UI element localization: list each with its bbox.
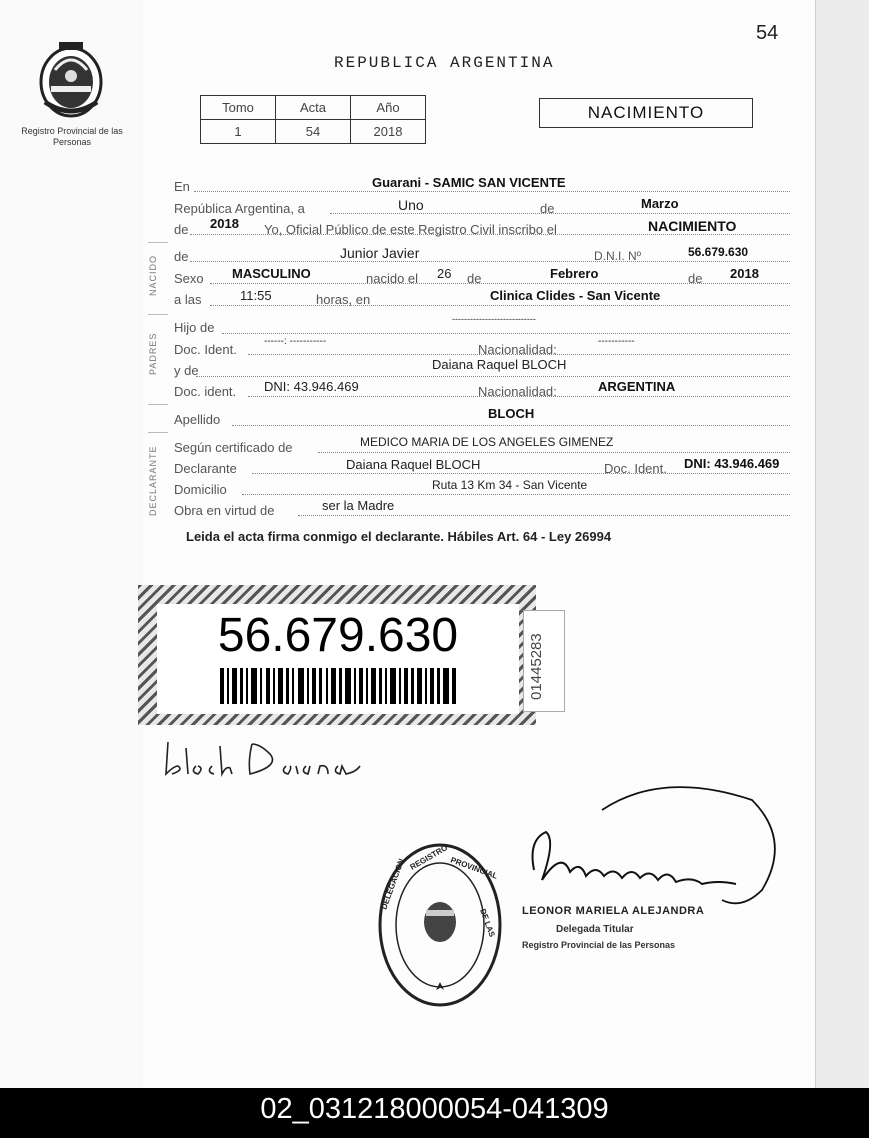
svg-text:REGISTRO: REGISTRO — [408, 843, 450, 872]
label-nacido-el: nacido el — [366, 271, 419, 286]
dotted-line — [196, 376, 790, 377]
value-nac-dia: 26 — [437, 266, 452, 281]
dotted-line — [210, 283, 790, 284]
value-dia-letras: Uno — [398, 197, 424, 213]
barcode-icon — [220, 668, 456, 704]
section-divider — [148, 314, 168, 315]
label-en: En — [174, 179, 190, 194]
value-lugar — [372, 175, 566, 190]
label-apellido: Apellido — [174, 412, 221, 427]
label-a-las: a las — [174, 292, 202, 307]
official-signature — [522, 780, 782, 920]
dotted-line — [298, 515, 790, 516]
dotted-line — [242, 494, 790, 495]
label-domicilio: Domicilio — [174, 482, 227, 497]
value-padre-nacionalidad: ----------- — [598, 336, 635, 347]
label-y-de: y de — [174, 363, 199, 378]
registry-caption: Registro Provincial de las Personas — [21, 126, 123, 147]
value-madre-doc: DNI: 43.946.469 — [264, 379, 359, 394]
acta-value: 54 — [276, 120, 351, 144]
label-de-3: de — [174, 249, 189, 264]
value-padre-nombre: ---------------------------- — [452, 314, 536, 324]
record-type-box: NACIMIENTO — [539, 98, 753, 128]
value-lugar-nacimiento: Clinica Clides - San Vicente — [490, 288, 661, 303]
label-republica: República Argentina, a — [174, 201, 305, 216]
left-margin — [0, 0, 144, 1088]
acta-header: Acta — [276, 96, 351, 120]
value-certificado: MEDICO MARIA DE LOS ANGELES GIMENEZ — [360, 435, 614, 449]
value-apellido: BLOCH — [488, 406, 535, 421]
label-nacionalidad-padre: Nacionalidad: — [478, 342, 557, 357]
official-stamp — [376, 840, 504, 1010]
label-yo-oficial: Yo, Oficial Público de este Registro Civil inscribo el — [264, 222, 557, 237]
label-de-4: de — [467, 271, 482, 286]
section-divider — [148, 242, 168, 243]
sticker-number: 56.679.630 — [217, 609, 459, 662]
dotted-line — [318, 452, 790, 453]
label-dni: D.N.I. Nº — [594, 249, 642, 263]
label-de-5: de — [688, 271, 703, 286]
value-mes: Marzo — [641, 196, 679, 211]
tomo-header: Tomo — [201, 96, 276, 120]
value-nac-mes: Febrero — [550, 266, 599, 281]
dotted-line — [194, 191, 790, 192]
tomo-acta-table — [200, 95, 426, 144]
lugar-text: Guarani - SAMIC SAN VICENTE — [372, 175, 566, 190]
label-declarante: Declarante — [174, 461, 237, 476]
label-de-1: de — [540, 201, 555, 216]
crest-icon — [35, 40, 107, 120]
value-sexo: MASCULINO — [232, 266, 311, 281]
section-divider — [148, 404, 168, 405]
side-label-padres: PADRES — [148, 332, 158, 375]
value-nombre: Junior Javier — [340, 245, 420, 261]
anio-value: 2018 — [351, 120, 426, 144]
value-virtud: ser la Madre — [322, 498, 395, 513]
label-segun-certificado: Según certificado de — [174, 440, 293, 455]
svg-text:PROVINCIAL: PROVINCIAL — [449, 855, 499, 881]
official-title: Delegada Titular — [556, 924, 634, 935]
closing-statement: Leida el acta firma conmigo el declarante. Hábiles Art. 64 - Ley 26994 — [186, 529, 612, 544]
value-tipo-inscripcion: NACIMIENTO — [648, 218, 737, 234]
value-anio: 2018 — [210, 216, 239, 231]
label-hijo-de: Hijo de — [174, 320, 215, 335]
official-name: LEONOR MARIELA ALEJANDRA — [522, 905, 705, 917]
dotted-line — [232, 425, 790, 426]
sticker-serial: 01445283 — [528, 633, 545, 700]
value-declarante-doc: DNI: 43.946.469 — [684, 456, 780, 471]
side-label-nacido: NACIDO — [148, 254, 158, 296]
label-doc-ident-madre: Doc. ident. — [174, 384, 237, 399]
tomo-value: 1 — [201, 120, 276, 144]
page-title: REPUBLICA ARGENTINA — [334, 54, 555, 72]
svg-text:DE LAS: DE LAS — [478, 907, 497, 939]
dotted-line — [210, 305, 790, 306]
value-padre-doc: ------: ----------- — [264, 336, 327, 347]
anio-header: Año — [351, 96, 426, 120]
dotted-line — [190, 261, 790, 262]
label-nacionalidad-madre: Nacionalidad: — [478, 384, 557, 399]
side-label-declarante: DECLARANTE — [148, 445, 158, 516]
page-number: 54 — [756, 22, 779, 44]
value-domicilio: Ruta 13 Km 34 - San Vicente — [432, 478, 588, 492]
value-madre-nombre: Daiana Raquel BLOCH — [432, 357, 567, 372]
value-madre-nacionalidad: ARGENTINA — [598, 379, 676, 394]
dotted-line — [252, 473, 790, 474]
label-doc-ident-declarante: Doc. Ident. — [604, 461, 667, 476]
dotted-line — [222, 333, 790, 334]
svg-text:DELEGACION: DELEGACION — [379, 857, 407, 911]
value-declarante: Daiana Raquel BLOCH — [346, 457, 481, 472]
label-obra-virtud: Obra en virtud de — [174, 503, 275, 518]
value-hora: 11:55 — [240, 288, 272, 303]
file-id-footer: 02_031218000054-041309 — [0, 1088, 869, 1138]
label-horas-en: horas, en — [316, 292, 371, 307]
right-margin — [815, 0, 869, 1088]
label-doc-ident-padre: Doc. Ident. — [174, 342, 237, 357]
value-nac-anio: 2018 — [730, 266, 759, 281]
label-de-2: de — [174, 222, 189, 237]
declarante-signature — [160, 736, 380, 782]
dotted-line — [330, 213, 790, 214]
label-sexo: Sexo — [174, 271, 204, 286]
value-dni: 56.679.630 — [688, 245, 749, 259]
section-divider — [148, 432, 168, 433]
official-office: Registro Provincial de las Personas — [522, 940, 676, 950]
